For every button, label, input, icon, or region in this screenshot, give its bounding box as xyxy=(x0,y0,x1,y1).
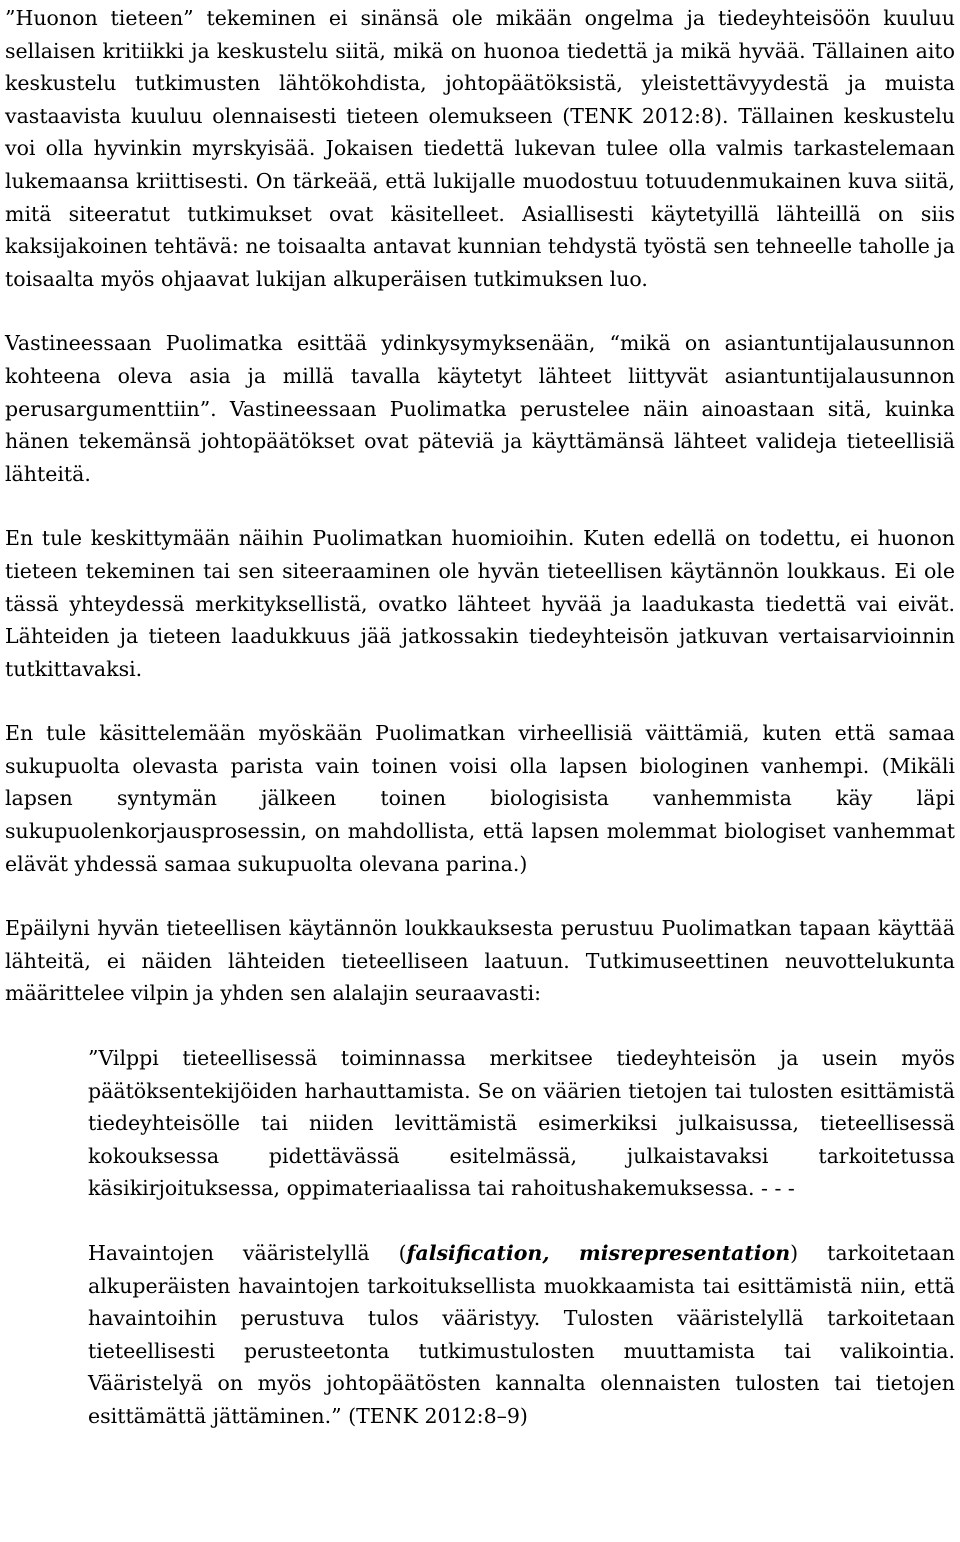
paragraph-1: ”Huonon tieteen” tekeminen ei sinänsä ole mikään ongelma ja tiedeyhteisöön kuuluu sellaisen kritiikki ja keskustelu siitä, mikä on huonoa tiedettä ja mikä hyvää. Tällainen aito keskustelu tutkimusten lähtökohdista, johtopäätöksistä, yleistettävyydestä ja muista vastaavista kuuluu olennaisesti tieteen olemukseen (TENK 2012:8). Tällainen keskustelu voi olla hyvinkin myrskyisää. Jokaisen tiedettä lukevan tulee olla valmis tarkastelemaan lukemaansa kriittisesti. On tärkeää, että lukijalle muodostuu totuudenmukainen kuva siitä, mitä siteeratut tutkimukset ovat käsitelleet. Asiallisesti käytetyillä lähteillä on siis kaksijakoinen tehtävä: ne toisaalta antavat kunnian tehdystä työstä sen tehneelle taholle ja toisaalta myös ohjaavat lukijan alkuperäisen tutkimuksen luo. xyxy=(5,6,955,291)
quote-paragraph-1: ”Vilppi tieteellisessä toiminnassa merkitsee tiedeyhteisön ja usein myös päätöksentekijöiden harhauttamista. Se on väärien tietojen tai tulosten esittämistä tiedeyhteisölle tai niiden levittämistä esimerkiksi julkaisussa, tieteellisessä kokouksessa pidettävässä esitelmässä, julkaistavaksi tarkoitetussa käsikirjoituksessa, oppimateriaalissa tai rahoitushakemuksessa. - - - xyxy=(88,1046,955,1201)
quote-emphasis: falsification, misrepresentation xyxy=(406,1241,791,1265)
document-page xyxy=(5,0,955,1433)
paragraph-3: En tule keskittymään näihin Puolimatkan huomioihin. Kuten edellä on todettu, ei huonon tieteen tekeminen tai sen siteeraaminen ole hyvän tieteellisen käytännön loukkaus. Ei ole tässä yhteydessä merkityksellistä, ovatko lähteet hyvää ja laadukasta tiedettä vai eivät. Lähteiden ja tieteen laadukkuus jää jatkossakin tiedeyhteisön jatkuvan vertaisarvioinnin tutkittavaksi. xyxy=(5,526,955,681)
paragraph-5: Epäilyni hyvän tieteellisen käytännön loukkauksesta perustuu Puolimatkan tapaan käyttää lähteitä, ei näiden lähteiden tieteelliseen laatuun. Tutkimuseettinen neuvottelukunta määrittelee vilpin ja yhden sen alalajin seuraavasti: xyxy=(5,916,955,1006)
quote-text-before: Havaintojen vääristelyllä ( xyxy=(88,1241,407,1265)
paragraph-2: Vastineessaan Puolimatka esittää ydinkysymyksenään, “mikä on asiantuntijalausunnon kohteena oleva asia ja millä tavalla käytetyt lähteet liittyvät asiantuntijalausunnon perusargumenttiin”. Vastineessaan Puolimatka perustelee näin ainoastaan sitä, kuinka hänen tekemänsä johtopäätökset ovat päteviä ja käyttämänsä lähteet valideja tieteellisiä lähteitä. xyxy=(5,331,955,486)
block-quote xyxy=(88,1042,955,1433)
quote-paragraph-2 xyxy=(88,1237,955,1433)
quote-text-after: ) tarkoitetaan alkuperäisten havaintojen tarkoituksellista muokkaamista tai esittämistä niin, että havaintoihin perustuva tulos vääristyy. Tulosten vääristelyllä tarkoitetaan tieteellisesti perusteetonta tutkimustulosten muuttamista tai valikointia. Vääristelyä on myös johtopäätösten kannalta olennaisten tulosten tai tietojen esittämättä jättäminen.” (TENK 2012:8–9) xyxy=(88,1241,955,1428)
paragraph-4: En tule käsittelemään myöskään Puolimatkan virheellisiä väittämiä, kuten että samaa sukupuolta olevasta parista vain toinen voisi olla lapsen biologinen vanhempi. (Mikäli lapsen syntymän jälkeen toinen biologisista vanhemmista käy läpi sukupuolenkorjausprosessin, on mahdollista, että lapsen molemmat biologiset vanhemmat elävät yhdessä samaa sukupuolta olevana parina.) xyxy=(5,721,955,876)
